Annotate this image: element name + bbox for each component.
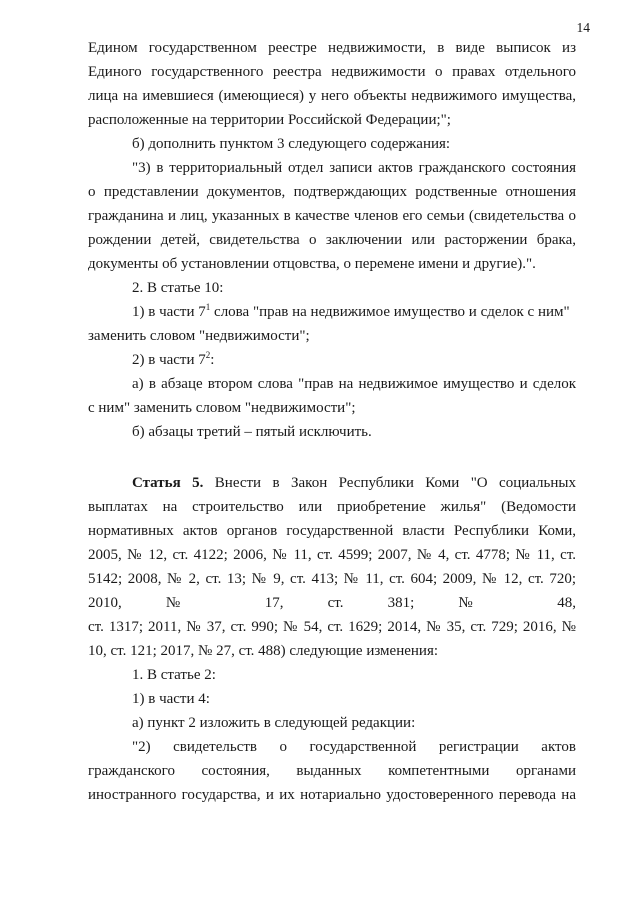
article-5-label: Статья 5. xyxy=(132,475,204,491)
text-line: выплатах на строительство или приобретение жилья" (Ведомости xyxy=(88,499,576,515)
article-5-heading-line xyxy=(88,471,576,495)
text-line: гражданского состояния, выданных компетентными органами xyxy=(88,763,576,779)
text-line: 2. В статье 10: xyxy=(132,280,224,296)
page-number: 14 xyxy=(576,20,590,35)
text-line: о представлении документов, подтверждающих родственные отношения xyxy=(88,184,576,200)
text-line: рождении детей, свидетельства о заключении или расторжении брака, xyxy=(88,232,576,248)
text-line: документы об установлении отцовства, о перемене имени и другие).". xyxy=(88,256,536,272)
paragraph-gap xyxy=(88,444,576,471)
text-line: "2) свидетельств о государственной регистрации актов xyxy=(132,739,576,755)
text-block-top xyxy=(88,36,576,300)
text-line: "3) в территориальный отдел записи актов гражданского состояния xyxy=(132,160,576,176)
superscript: 2 xyxy=(205,350,211,360)
text-line: гражданина и лиц, указанных в качестве членов его семьи (свидетельства о xyxy=(88,208,576,224)
text-line-part7-2 xyxy=(88,348,576,372)
text-line: Едином государственном реестре недвижимости, в виде выписок из xyxy=(88,40,576,56)
text-line: ст. 1317; 2011, № 37, ст. 990; № 54, ст. 1629; 2014, № 35, ст. 729; 2016, № xyxy=(88,619,576,635)
text-line: а) в абзаце втором слова "прав на недвижимое имущество и сделок xyxy=(132,376,576,392)
text-line: 10, ст. 121; 2017, № 27, ст. 488) следующие изменения: xyxy=(88,643,439,659)
text-line: 2005, № 12, ст. 4122; 2006, № 11, ст. 4599; 2007, № 4, ст. 4778; № 11, ст. xyxy=(88,547,576,563)
text-fragment: Внести в Закон Республики Коми "О социальных xyxy=(203,475,576,491)
text-line: Единого государственного реестра недвижимости о правах отдельного xyxy=(88,64,576,80)
text-line: а) пункт 2 изложить в следующей редакции: xyxy=(132,715,416,731)
text-line: лица на имевшиеся (имеющиеся) у него объекты недвижимого имущества, xyxy=(88,88,576,104)
text-line: б) абзацы третий – пятый исключить. xyxy=(132,424,372,440)
text-line: 1) в части 4: xyxy=(132,691,210,707)
text-fragment: 1) в части 7 xyxy=(132,304,206,320)
text-line: иностранного государства, и их нотариально удостоверенного перевода на xyxy=(88,787,576,803)
text-line: заменить словом "недвижимости"; xyxy=(88,328,310,344)
text-line: 1. В статье 2: xyxy=(132,667,216,683)
document-body xyxy=(88,36,576,807)
text-fragment: слова "прав на недвижимое имущество и сделок с ним" xyxy=(210,304,570,320)
text-fragment: : xyxy=(210,352,215,368)
text-line: с ним" заменить словом "недвижимости"; xyxy=(88,400,356,416)
superscript: 1 xyxy=(205,302,211,312)
text-line: 5142; 2008, № 2, ст. 13; № 9, ст. 413; № 11, ст. 604; 2009, № 12, ст. 720; xyxy=(88,571,576,587)
text-line: б) дополнить пунктом 3 следующего содержания: xyxy=(132,136,451,152)
text-line: нормативных актов органов государственной власти Республики Коми, xyxy=(88,523,576,539)
text-line-part7-1 xyxy=(88,300,576,324)
text-fragment: 2) в части 7 xyxy=(132,352,206,368)
text-block-bottom xyxy=(88,495,576,807)
text-line: 2010, № 17, ст. 381; № 48, xyxy=(88,595,576,611)
text-line: расположенные на территории Российской Федерации;"; xyxy=(88,112,451,128)
